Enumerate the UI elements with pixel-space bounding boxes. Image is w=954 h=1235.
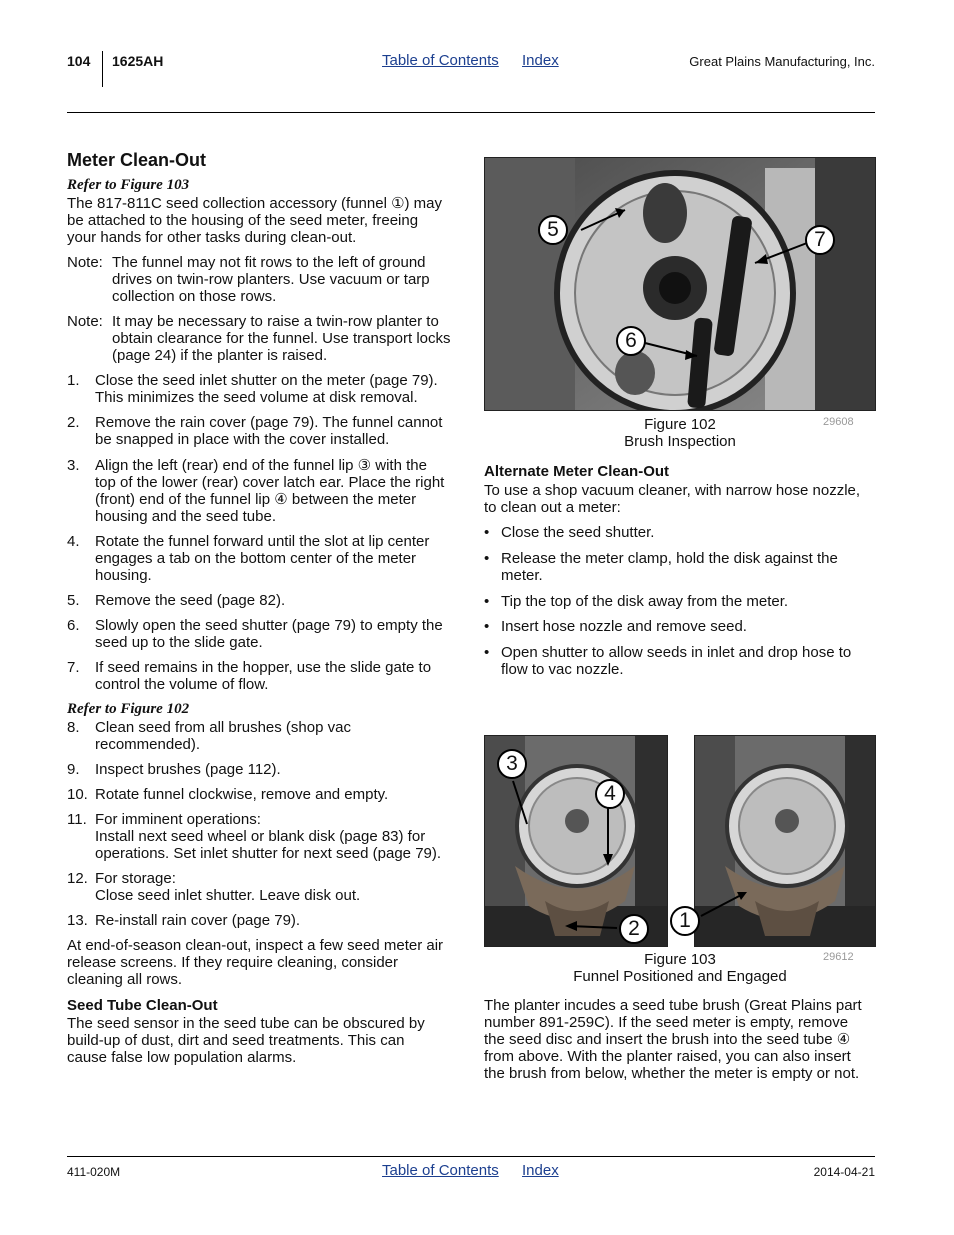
step-7: 7. If seed remains in the hopper, use the slide gate to control the volume of flow.: [67, 659, 432, 693]
step-10: 10. Rotate funnel clockwise, remove and empty.: [67, 786, 389, 803]
step-1: 1. Close the seed inlet shutter on the meter (page 79). This minimizes the seed volume at disk removal.: [67, 372, 438, 406]
step-8: 8. Clean seed from all brushes (shop vac recommended).: [67, 719, 351, 753]
alternate-intro: To use a shop vacuum cleaner, with narrow hose nozzle, to clean out a meter:: [484, 482, 861, 516]
bullet-4: • Insert hose nozzle and remove seed.: [484, 618, 747, 635]
index-link[interactable]: Index: [522, 52, 559, 69]
step-5: 5. Remove the seed (page 82).: [67, 592, 286, 609]
alternate-title: Alternate Meter Clean-Out: [484, 463, 670, 480]
callout-1: 1: [670, 906, 700, 936]
end-of-season-paragraph: At end-of-season clean-out, inspect a few seed meter air release screens. If they require cleaning, consider cleaning all rows.: [67, 937, 444, 988]
bullet-5: • Open shutter to allow seeds in inlet and drop hose to flow to vac nozzle.: [484, 644, 852, 678]
seed-tube-paragraph: The seed sensor in the seed tube can be obscured by build-up of dust, dirt and seed treatments. This can cause false low population alarms.: [67, 1015, 425, 1066]
intro-paragraph: The 817-811C seed collection accessory (funnel ①) may be attached to the housing of the seed meter, freeing your hands for other tasks during clean-out.: [67, 195, 443, 246]
seed-tube-title: Seed Tube Clean-Out: [67, 997, 218, 1014]
callout-2: 2: [619, 914, 649, 944]
figure-102-caption: Figure 102 Brush Inspection: [624, 416, 736, 450]
funnel-engaged-image: [695, 736, 875, 946]
bullet-3: • Tip the top of the disk away from the meter.: [484, 593, 789, 610]
footer-date: 2014-04-21: [813, 1165, 875, 1179]
header-divider: [102, 51, 103, 87]
figure-103-photo-right: [694, 735, 876, 947]
step-13: 13. Re-install rain cover (page 79).: [67, 912, 301, 929]
figure-103-photo-left: [484, 735, 668, 947]
figure-103-caption: Figure 103 Funnel Positioned and Engaged: [573, 951, 787, 985]
page-number: 104: [67, 53, 91, 69]
figure-103-id: 29612: [823, 951, 854, 963]
step-9: 9. Inspect brushes (page 112).: [67, 761, 281, 778]
bullet-1: • Close the seed shutter.: [484, 524, 655, 541]
section-title: Meter Clean-Out: [67, 150, 207, 170]
step-2: 2. Remove the rain cover (page 79). The funnel cannot be snapped in place with the cover installed.: [67, 414, 443, 448]
step-11: 11. For imminent operations: Install next seed wheel or blank disk (page 83) for operations. Set inlet shutter for next seed (page 79).: [67, 811, 442, 862]
note-2: Note: It may be necessary to raise a twin-row planter to obtain clearance for the funnel. Use transport locks (page 24) if the planter is raised.: [67, 313, 451, 364]
model-name: 1625AH: [112, 53, 164, 69]
footer-index-link[interactable]: Index: [522, 1162, 559, 1179]
refer-fig-103: Refer to Figure 103: [67, 177, 190, 193]
step-3: 3. Align the left (rear) end of the funnel lip ③ with the top of the lower (rear) cover latch ear. Place the right (front) end of the funnel lip ④ between the meter housing and the seed tube.: [67, 457, 445, 525]
step-4: 4. Rotate the funnel forward until the slot at lip center engages a tab on the bottom center of the meter housing.: [67, 533, 430, 584]
header-rule: [67, 112, 875, 113]
callout-5: 5: [538, 215, 568, 245]
callout-6: 6: [616, 326, 646, 356]
step-12: 12. For storage: Close seed inlet shutter. Leave disk out.: [67, 870, 361, 904]
callout-3: 3: [497, 749, 527, 779]
footer-toc-link[interactable]: Table of Contents: [382, 1162, 499, 1179]
seed-tube-brush-paragraph: The planter incudes a seed tube brush (Great Plains part number 891-259C). If the seed meter is empty, remove the seed disc and insert the brush into the seed tube ④ from above. With the planter raised, you can also insert the brush from below, whether the meter is empty or not.: [484, 997, 862, 1082]
step-6: 6. Slowly open the seed shutter (page 79) to empty the seed up to the slide gate.: [67, 617, 443, 651]
figure-102-photo: [484, 157, 876, 411]
callout-4: 4: [595, 779, 625, 809]
figure-102-id: 29608: [823, 416, 854, 428]
brush-inspection-image: [485, 158, 875, 410]
bullet-2: • Release the meter clamp, hold the disk against the meter.: [484, 550, 838, 584]
toc-link[interactable]: Table of Contents: [382, 52, 499, 69]
doc-number: 411-020M: [67, 1165, 121, 1179]
callout-7: 7: [805, 225, 835, 255]
refer-fig-102: Refer to Figure 102: [67, 701, 190, 717]
note-1: Note: The funnel may not fit rows to the left of ground drives on twin-row planters. Use vacuum or tarp collection on those rows.: [67, 254, 430, 305]
footer-rule: [67, 1156, 875, 1157]
company-name: Great Plains Manufacturing, Inc.: [689, 54, 875, 69]
